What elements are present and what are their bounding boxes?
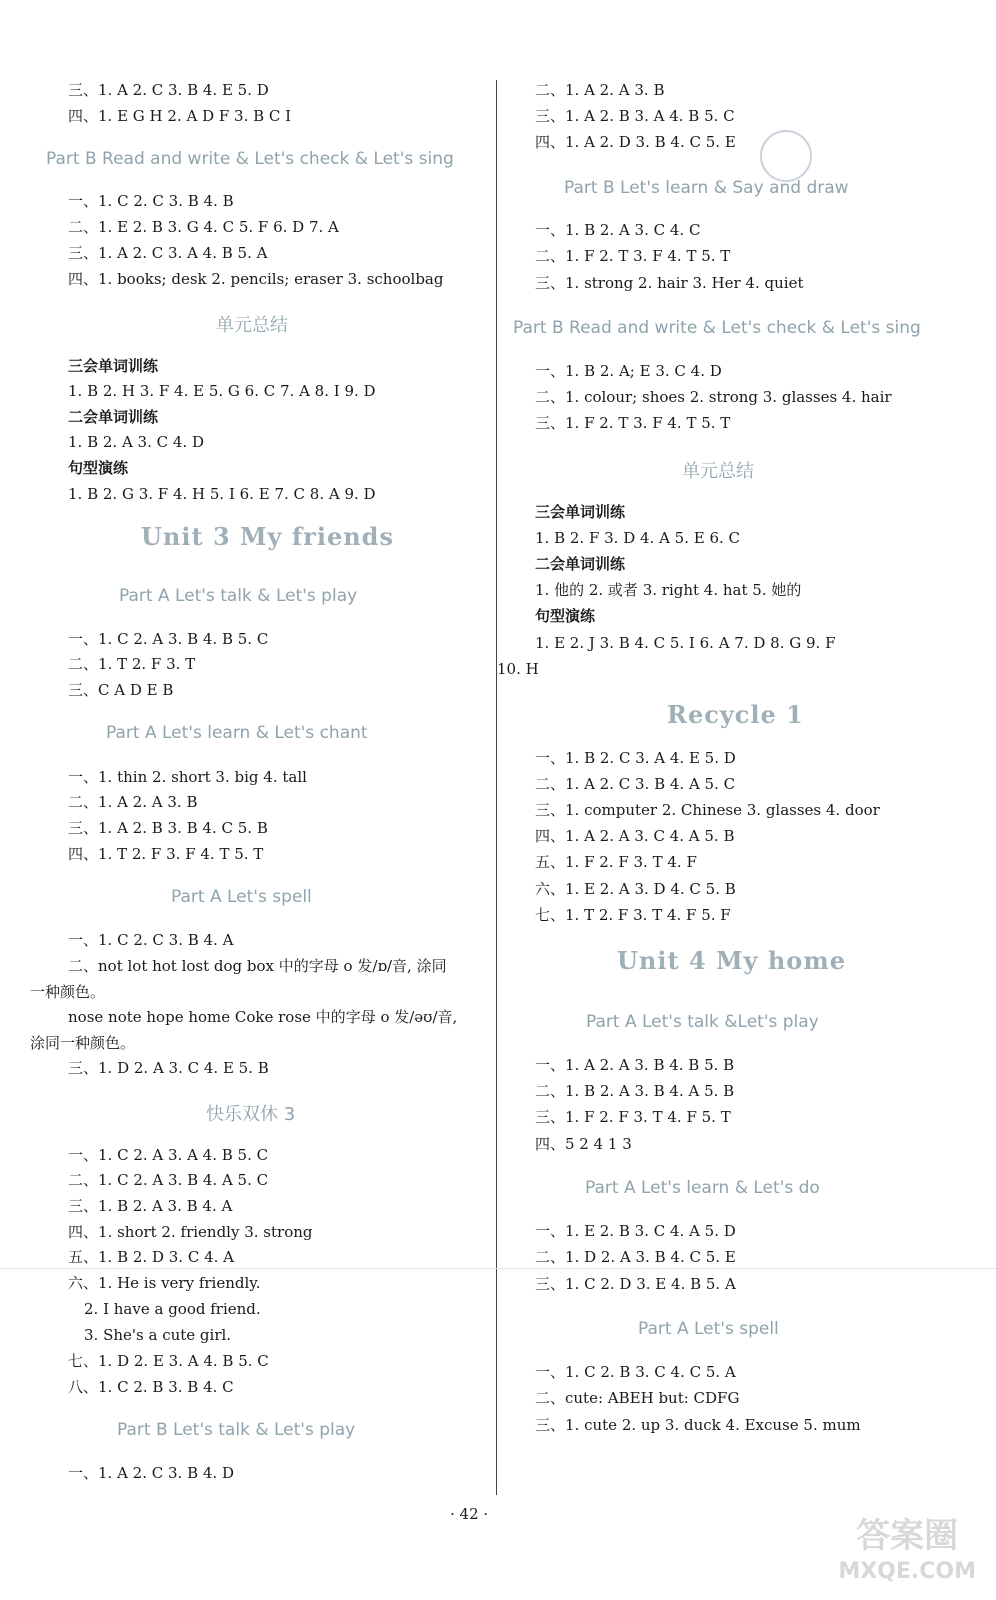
answer-line: 1. B 2. F 3. D 4. A 5. E 6. C <box>535 529 741 547</box>
answer-line: 一、1. C 2. A 3. B 4. B 5. C <box>68 630 269 648</box>
subsection-label: 句型演练 <box>68 459 129 477</box>
answer-line: 一种颜色。 <box>30 983 106 1001</box>
unit-title: Unit 3 My friends <box>141 522 394 551</box>
section-heading: Part A Let's learn & Let's do <box>585 1178 820 1198</box>
answer-line: 二、1. B 2. A 3. B 4. A 5. B <box>535 1082 735 1100</box>
section-heading: Part B Read and write & Let's check & Let's sing <box>513 318 921 338</box>
answer-line: 六、1. He is very friendly. <box>68 1274 261 1292</box>
answer-line: 三、1. B 2. A 3. B 4. A <box>68 1197 233 1215</box>
watermark-bottom: MXQE.COM <box>838 1559 976 1584</box>
answer-line: 一、1. C 2. B 3. C 4. C 5. A <box>535 1363 736 1381</box>
divider-line <box>496 80 497 1495</box>
section-heading: Part A Let's learn & Let's chant <box>106 723 368 743</box>
answer-line: 一、1. B 2. A 3. C 4. C <box>535 221 701 239</box>
page-number: · 42 · <box>450 1505 489 1523</box>
section-heading: Part B Let's learn & Say and draw <box>564 178 849 198</box>
answer-line: 二、1. A 2. A 3. B <box>68 793 198 811</box>
answer-line: 一、1. B 2. A; E 3. C 4. D <box>535 362 722 380</box>
watermark-logo <box>838 1518 976 1590</box>
answer-line: 二、1. F 2. T 3. F 4. T 5. T <box>535 247 731 265</box>
answer-line: 1. B 2. A 3. C 4. D <box>68 433 204 451</box>
answer-line: 一、1. B 2. C 3. A 4. E 5. D <box>535 749 736 767</box>
answer-line: 一、1. E 2. B 3. C 4. A 5. D <box>535 1222 736 1240</box>
answer-line: 三、C A D E B <box>68 681 174 699</box>
answer-line: 四、1. A 2. A 3. C 4. A 5. B <box>535 827 735 845</box>
answer-line: 三、1. A 2. C 3. B 4. E 5. D <box>68 81 269 99</box>
unit-title: Unit 4 My home <box>617 946 846 975</box>
subsection-label: 二会单词训练 <box>68 408 159 426</box>
answer-line: 二、1. colour; shoes 2. strong 3. glasses 4. hair <box>535 388 892 406</box>
section-heading: Part A Let's talk &Let's play <box>586 1012 819 1032</box>
answer-line: 一、1. C 2. C 3. B 4. A <box>68 931 234 949</box>
answer-line: 四、5 2 4 1 3 <box>535 1135 632 1153</box>
answer-line: 五、1. B 2. D 3. C 4. A <box>68 1248 234 1266</box>
answer-line: 三、1. A 2. B 3. B 4. C 5. B <box>68 819 268 837</box>
answer-line: 一、1. A 2. C 3. B 4. D <box>68 1464 234 1482</box>
answer-line: 四、1. A 2. D 3. B 4. C 5. E <box>535 133 736 151</box>
answer-line: 2. I have a good friend. <box>84 1300 261 1318</box>
answer-line: 三、1. strong 2. hair 3. Her 4. quiet <box>535 274 804 292</box>
answer-line: 四、1. books; desk 2. pencils; eraser 3. schoolbag <box>68 270 444 288</box>
answer-line: 八、1. C 2. B 3. B 4. C <box>68 1378 234 1396</box>
section-heading: 单元总结 <box>216 315 288 336</box>
section-heading: 单元总结 <box>682 461 754 482</box>
section-heading: 快乐双休 3 <box>206 1104 296 1125</box>
answer-line: 二、1. T 2. F 3. T <box>68 655 196 673</box>
answer-line: 二、1. A 2. A 3. B <box>535 81 665 99</box>
answer-line: 二、cute: ABEH but: CDFG <box>535 1389 740 1407</box>
answer-line: 1. 他的 2. 或者 3. right 4. hat 5. 她的 <box>535 581 802 599</box>
fold-line <box>0 1268 996 1269</box>
answer-line: 七、1. T 2. F 3. T 4. F 5. F <box>535 906 731 924</box>
answer-line: 涂同一种颜色。 <box>30 1034 136 1052</box>
answer-line: 二、1. C 2. A 3. B 4. A 5. C <box>68 1171 269 1189</box>
subsection-label: 三会单词训练 <box>535 503 626 521</box>
answer-line: 3. She's a cute girl. <box>84 1326 232 1344</box>
answer-line: 四、1. T 2. F 3. F 4. T 5. T <box>68 845 264 863</box>
answer-line: 一、1. C 2. A 3. A 4. B 5. C <box>68 1146 269 1164</box>
section-heading: Part A Let's spell <box>171 887 312 907</box>
answer-line: 1. B 2. H 3. F 4. E 5. G 6. C 7. A 8. I 9. D <box>68 382 376 400</box>
answer-line: 二、not lot hot lost dog box 中的字母 o 发/ɒ/音, 涂同 <box>68 957 447 975</box>
section-heading: Part A Let's talk & Let's play <box>119 586 358 606</box>
answer-line: 五、1. F 2. F 3. T 4. F <box>535 853 697 871</box>
subsection-label: 句型演练 <box>535 607 596 625</box>
answer-line: 三、1. F 2. F 3. T 4. F 5. T <box>535 1108 731 1126</box>
answer-line: 四、1. E G H 2. A D F 3. B C I <box>68 107 292 125</box>
answer-line: 一、1. C 2. C 3. B 4. B <box>68 192 234 210</box>
answer-line: 二、1. E 2. B 3. G 4. C 5. F 6. D 7. A <box>68 218 339 236</box>
answer-line: 四、1. short 2. friendly 3. strong <box>68 1223 313 1241</box>
answer-line: 三、1. A 2. B 3. A 4. B 5. C <box>535 107 735 125</box>
answer-line: 三、1. C 2. D 3. E 4. B 5. A <box>535 1275 736 1293</box>
watermark-top: 答案圈 <box>856 1516 959 1556</box>
answer-line: 三、1. computer 2. Chinese 3. glasses 4. door <box>535 801 880 819</box>
answer-line: 六、1. E 2. A 3. D 4. C 5. B <box>535 880 736 898</box>
answer-line: 二、1. D 2. A 3. B 4. C 5. E <box>535 1248 736 1266</box>
subsection-label: 二会单词训练 <box>535 555 626 573</box>
answer-line: 三、1. F 2. T 3. F 4. T 5. T <box>535 414 731 432</box>
answer-line: 1. B 2. G 3. F 4. H 5. I 6. E 7. C 8. A 9. D <box>68 485 376 503</box>
answer-line: 三、1. cute 2. up 3. duck 4. Excuse 5. mum <box>535 1416 861 1434</box>
answer-line: 二、1. A 2. C 3. B 4. A 5. C <box>535 775 736 793</box>
section-heading: Part B Read and write & Let's check & Let's sing <box>46 149 454 169</box>
stamp-mark <box>760 130 812 182</box>
section-heading: Part B Let's talk & Let's play <box>117 1420 356 1440</box>
answer-line: 1. E 2. J 3. B 4. C 5. I 6. A 7. D 8. G 9. F <box>535 634 836 652</box>
answer-line: 七、1. D 2. E 3. A 4. B 5. C <box>68 1352 269 1370</box>
unit-title: Recycle 1 <box>667 700 804 729</box>
answer-line: 三、1. D 2. A 3. C 4. E 5. B <box>68 1059 269 1077</box>
answer-line: 10. H <box>497 660 539 678</box>
answer-line: 三、1. A 2. C 3. A 4. B 5. A <box>68 244 268 262</box>
subsection-label: 三会单词训练 <box>68 357 159 375</box>
answer-line: nose note hope home Coke rose 中的字母 o 发/əʊ/音, <box>68 1008 458 1026</box>
section-heading: Part A Let's spell <box>638 1319 779 1339</box>
answer-line: 一、1. thin 2. short 3. big 4. tall <box>68 768 307 786</box>
answer-line: 一、1. A 2. A 3. B 4. B 5. B <box>535 1056 735 1074</box>
